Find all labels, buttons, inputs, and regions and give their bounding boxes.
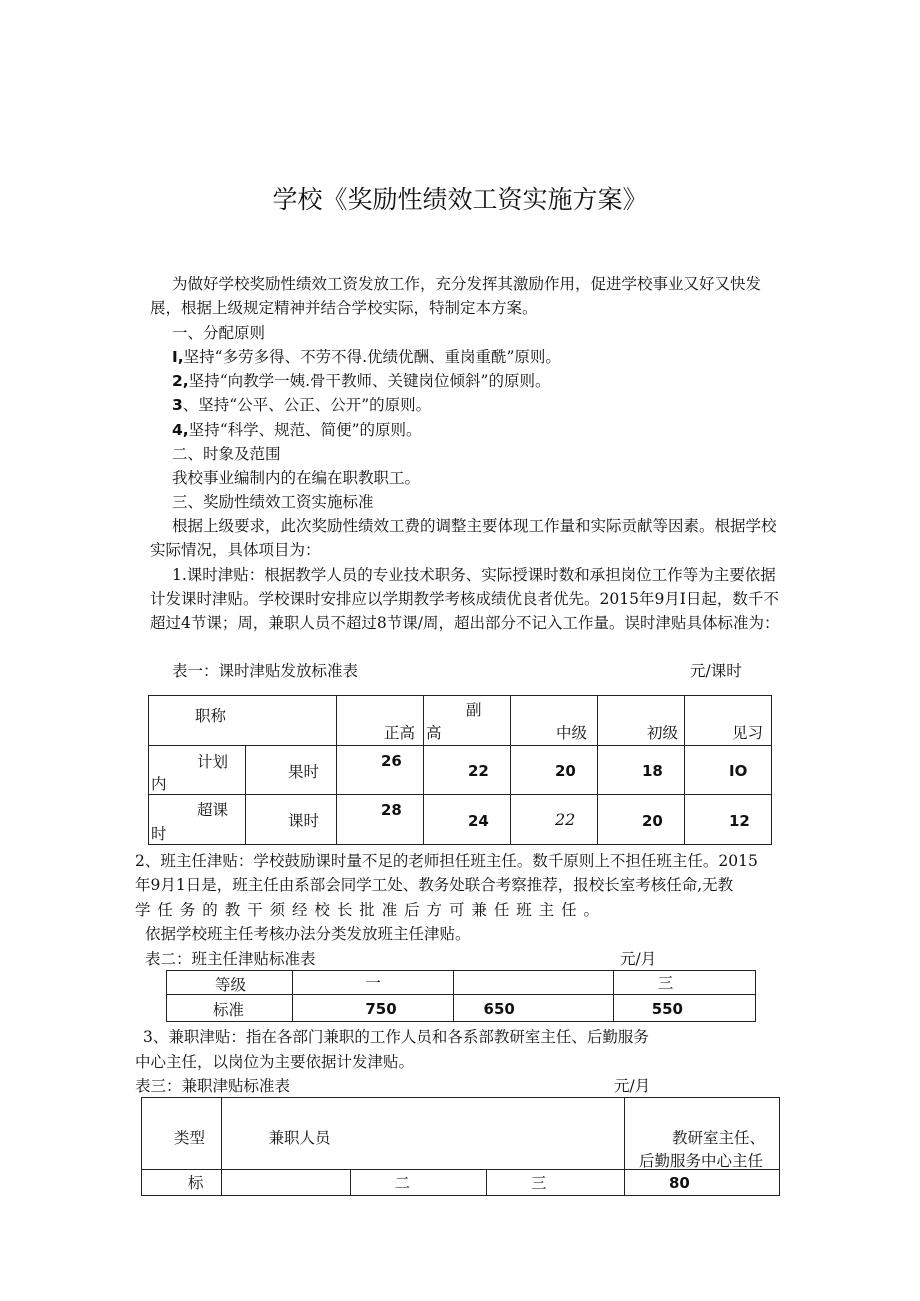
- table1-header-c2-top: 副: [466, 701, 482, 719]
- item1-paragraph: 1.课时津贴：根据教学人员的专业技术职务、实际授课时数和承担岗位工作等为主要依据计发课时津贴。学校课时安排应以学期教学考核成绩优良者优先。2015年9月I日起，数千不超过4节课；周，兼职人员不超过8节课/周，超出部分不记入工作量。误时津贴具体标准为：: [150, 566, 780, 632]
- table3-last-label-top: 教研室主任、: [671, 1129, 765, 1147]
- table2-r1-c1: [167, 971, 293, 995]
- table3-last-label-bottom: 后勤服务中心主任: [638, 1152, 763, 1170]
- principle-3-number: 3: [172, 396, 183, 414]
- table1-row2-sub-cell: [246, 795, 337, 845]
- table1-caption: 表一：课时津贴发放标准表: [172, 662, 359, 680]
- table1-header-c3: 中级: [555, 724, 587, 742]
- table1-row1-c1: [337, 746, 424, 795]
- table2-r1-c2: [293, 971, 453, 995]
- table2-standard-2: 650: [483, 1000, 515, 1018]
- table1-row1-c2: [424, 746, 511, 795]
- table2-standard-label: 标准: [213, 1001, 245, 1019]
- table2-r2-c2: [293, 995, 453, 1022]
- basis-paragraph: 根据上级要求，此次奖励性绩效工费的调整主要体现工作量和实际贡献等因素。根据学校实际情况，具体项目为：: [150, 517, 777, 559]
- table1-row2-sub: 课时: [288, 812, 320, 830]
- table1-header-c2-cell: [424, 696, 511, 746]
- table1-row2-c1: [337, 795, 424, 845]
- principle-1-text: 坚持“多劳多得、不劳不得.优绩优酬、重岗重酰”原则。: [183, 348, 561, 366]
- table1-row2-value-4: 20: [642, 812, 663, 830]
- principle-3-text: 、坚持“公平、公正、公开”的原则。: [182, 396, 432, 414]
- table3-unit: 元/月: [614, 1077, 651, 1095]
- item2-line3: 学 任 务 的 教 干 须 经 校 长 批 准 后 方 可 兼 任 班 主 任 。: [135, 901, 601, 919]
- table1-row1-sub: 果时: [288, 763, 320, 781]
- page-title: 学校《奖励性绩效工资实施方案》: [272, 185, 648, 214]
- table3-part-cell: [222, 1098, 624, 1170]
- table3-r2-c2: [222, 1170, 350, 1196]
- table1-header-c3-cell: [511, 696, 598, 746]
- section-heading-3: 三、奖励性绩效工资实施标准: [172, 493, 374, 511]
- principle-4-text: 坚持“科学、规范、简便”的原则。: [188, 421, 422, 439]
- table3: [141, 1097, 780, 1196]
- table1-row2-c3: [511, 795, 598, 845]
- table1-header-c5: 见习: [731, 724, 763, 742]
- table1-header-c2-bottom: 高: [426, 724, 442, 742]
- principle-4: [172, 418, 422, 442]
- table1-row1-c3: [511, 746, 598, 795]
- table1-row1-value-1: 26: [381, 752, 402, 770]
- table3-r2-c4: [486, 1170, 624, 1196]
- table1-row1-label-top: 计划: [197, 753, 229, 771]
- table3-r2-c5: [624, 1170, 779, 1196]
- table3-part-label: 兼职人员: [268, 1129, 331, 1147]
- table1-unit: 元/课时: [690, 662, 742, 680]
- table2: [166, 970, 756, 1022]
- table1-header-c4: 初级: [646, 724, 678, 742]
- table2-r2-c1: [167, 995, 293, 1022]
- table2-r2-c3: [453, 995, 613, 1022]
- item3-line1: 3、兼职津贴：指在各部门兼职的工作人员和各系部教研室主任、后勤服务: [143, 1028, 649, 1046]
- table1-row2-value-5: 12: [729, 812, 750, 830]
- table2-r2-c4: [613, 995, 755, 1022]
- table2-r1-c3: [453, 971, 613, 995]
- table1: [148, 695, 772, 845]
- table1-row2-c5: [685, 795, 772, 845]
- scope-text: 我校事业编制内的在编在职教职工。: [172, 469, 421, 487]
- section-heading-1: 一、分配原则: [172, 324, 266, 342]
- table3-r2-c3: [350, 1170, 486, 1196]
- table3-r2-c1: [142, 1170, 222, 1196]
- table1-row1-sub-cell: [246, 746, 337, 795]
- item2-line2: 年9月1日是，班主任由系部会同学工处、教务处联合考察推荐，报校长室考核任命,无教: [135, 876, 734, 894]
- table1-header-title: 职称: [195, 707, 227, 725]
- table1-row1-value-3: 20: [555, 762, 576, 780]
- table1-row2-c4: [598, 795, 685, 845]
- table3-type-cell: [142, 1098, 222, 1170]
- table1-row1-c4: [598, 746, 685, 795]
- table3-value-4: 80: [668, 1174, 690, 1192]
- table1-header-c5-cell: [685, 696, 772, 746]
- table2-grade-1: 一: [365, 974, 381, 992]
- table1-row2-label-bottom: 时: [151, 825, 167, 843]
- table1-row1-label-bottom: 内: [151, 775, 167, 793]
- table1-row1-value-2: 22: [468, 762, 489, 780]
- section-heading-2: 二、时象及范围: [172, 445, 281, 463]
- table1-row2-label-top: 超课: [197, 801, 229, 819]
- table1-row2-value-3: 22: [555, 810, 576, 829]
- principle-2-text: 坚持“向教学一姨.骨干教师、关键岗位倾斜”的原则。: [188, 372, 551, 390]
- table1-row2-value-1: 28: [381, 801, 402, 819]
- table1-row2-label-cell: [149, 795, 246, 845]
- principle-1-number: I,: [172, 348, 184, 366]
- table2-grade-label: 等级: [215, 976, 247, 994]
- table2-grade-3: 三: [657, 974, 674, 992]
- table2-standard-1: 750: [365, 1000, 397, 1018]
- table3-value-2: 二: [394, 1174, 411, 1192]
- item2-heading: 2、班主任津贴: [135, 852, 238, 870]
- table1-row1-value-5: IO: [729, 762, 748, 780]
- table2-unit: 元/月: [620, 950, 657, 968]
- principle-4-number: 4,: [172, 421, 189, 439]
- item2-line4: 依据学校班主任考核办法分类发放班主任津贴。: [145, 925, 471, 943]
- item2-text-1: ：学校鼓励课时量不足的老师担任班主任。数千原则上不担任班主任。2015: [237, 852, 758, 870]
- item2-line1: [135, 849, 758, 873]
- table1-row1-c5: [685, 746, 772, 795]
- intro-paragraph: 为做好学校奖励性绩效工资发放工作，充分发挥其激励作用，促进学校事业又好又快发展，根据上级规定精神并结合学校实际，特制定本方案。: [150, 275, 762, 317]
- principle-2: [172, 369, 550, 393]
- principle-2-number: 2,: [172, 372, 189, 390]
- principle-3: [172, 393, 431, 417]
- table3-standard-label: 标: [188, 1174, 204, 1192]
- table3-last-cell: [624, 1098, 779, 1170]
- table1-row2-c2: [424, 795, 511, 845]
- table1-row1-value-4: 18: [642, 762, 663, 780]
- table3-caption: 表三：兼职津贴标准表: [135, 1077, 291, 1095]
- table1-header-c1-cell: [337, 696, 424, 746]
- table3-type-label: 类型: [174, 1129, 206, 1147]
- item3-line2: 中心主任，以岗位为主要依据计发津贴。: [135, 1053, 415, 1071]
- table2-caption: 表二：班主任津贴标准表: [145, 950, 316, 968]
- table2-standard-3: 550: [651, 1000, 683, 1018]
- table1-row2-value-2: 24: [468, 812, 489, 830]
- table1-header-c1: 正高: [383, 724, 415, 742]
- table3-value-3: 三: [530, 1174, 547, 1192]
- table1-header-c4-cell: [598, 696, 685, 746]
- table1-header-title-cell: [149, 696, 337, 746]
- principle-1: [172, 345, 561, 369]
- table1-row1-label-cell: [149, 746, 246, 795]
- table2-r1-c4: [613, 971, 755, 995]
